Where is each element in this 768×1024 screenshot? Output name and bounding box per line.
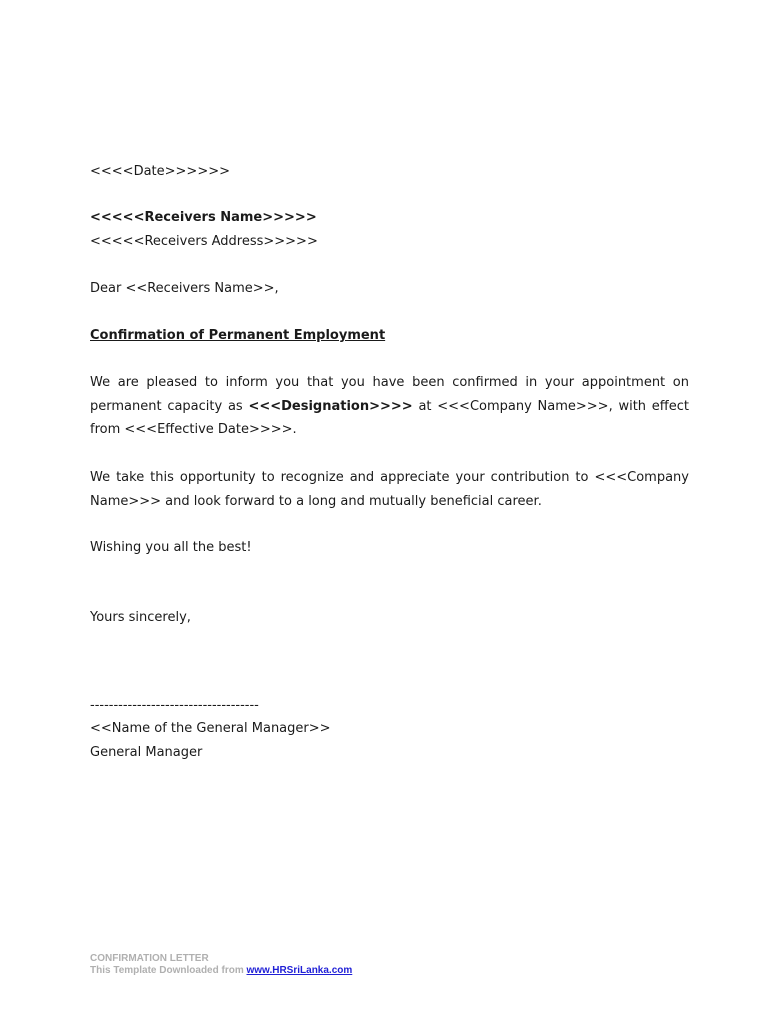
closing-line: Yours sincerely, (90, 610, 191, 625)
page-footer (90, 953, 352, 977)
signature-line: ------------------------------------ (90, 698, 259, 713)
letter-date: <<<<Date>>>>>> (90, 164, 230, 179)
salutation: Dear <<Receivers Name>>, (90, 281, 279, 296)
signer-name: <<Name of the General Manager>> (90, 721, 331, 736)
footer-source (90, 965, 352, 977)
footer-source-link[interactable]: www.HRSriLanka.com (246, 965, 353, 976)
body-paragraph-2: We take this opportunity to recognize and appreciate your contribution to <<<Company Name>>> and look forward to a long and mutually beneficial career. (90, 470, 689, 509)
receiver-address: <<<<<Receivers Address>>>>> (90, 234, 318, 249)
letter-subject: Confirmation of Permanent Employment (90, 328, 386, 343)
designation-placeholder: <<<Designation>>>> (248, 398, 413, 414)
body-paragraph-1 (90, 371, 689, 442)
signer-title: General Manager (90, 745, 203, 760)
receiver-name: <<<<<Receivers Name>>>>> (90, 210, 317, 225)
para1-text-start: We are pleased to inform you that you have been confirmed in your appointment on permanent capacity as (90, 375, 689, 414)
footer-source-prefix: This Template Downloaded from (90, 965, 247, 976)
para1-text-end: at <<<Company Name>>>, with effect from <<<Effective Date>>>>. (90, 398, 689, 437)
footer-title: CONFIRMATION LETTER (90, 953, 209, 964)
wishes-line: Wishing you all the best! (90, 540, 252, 555)
